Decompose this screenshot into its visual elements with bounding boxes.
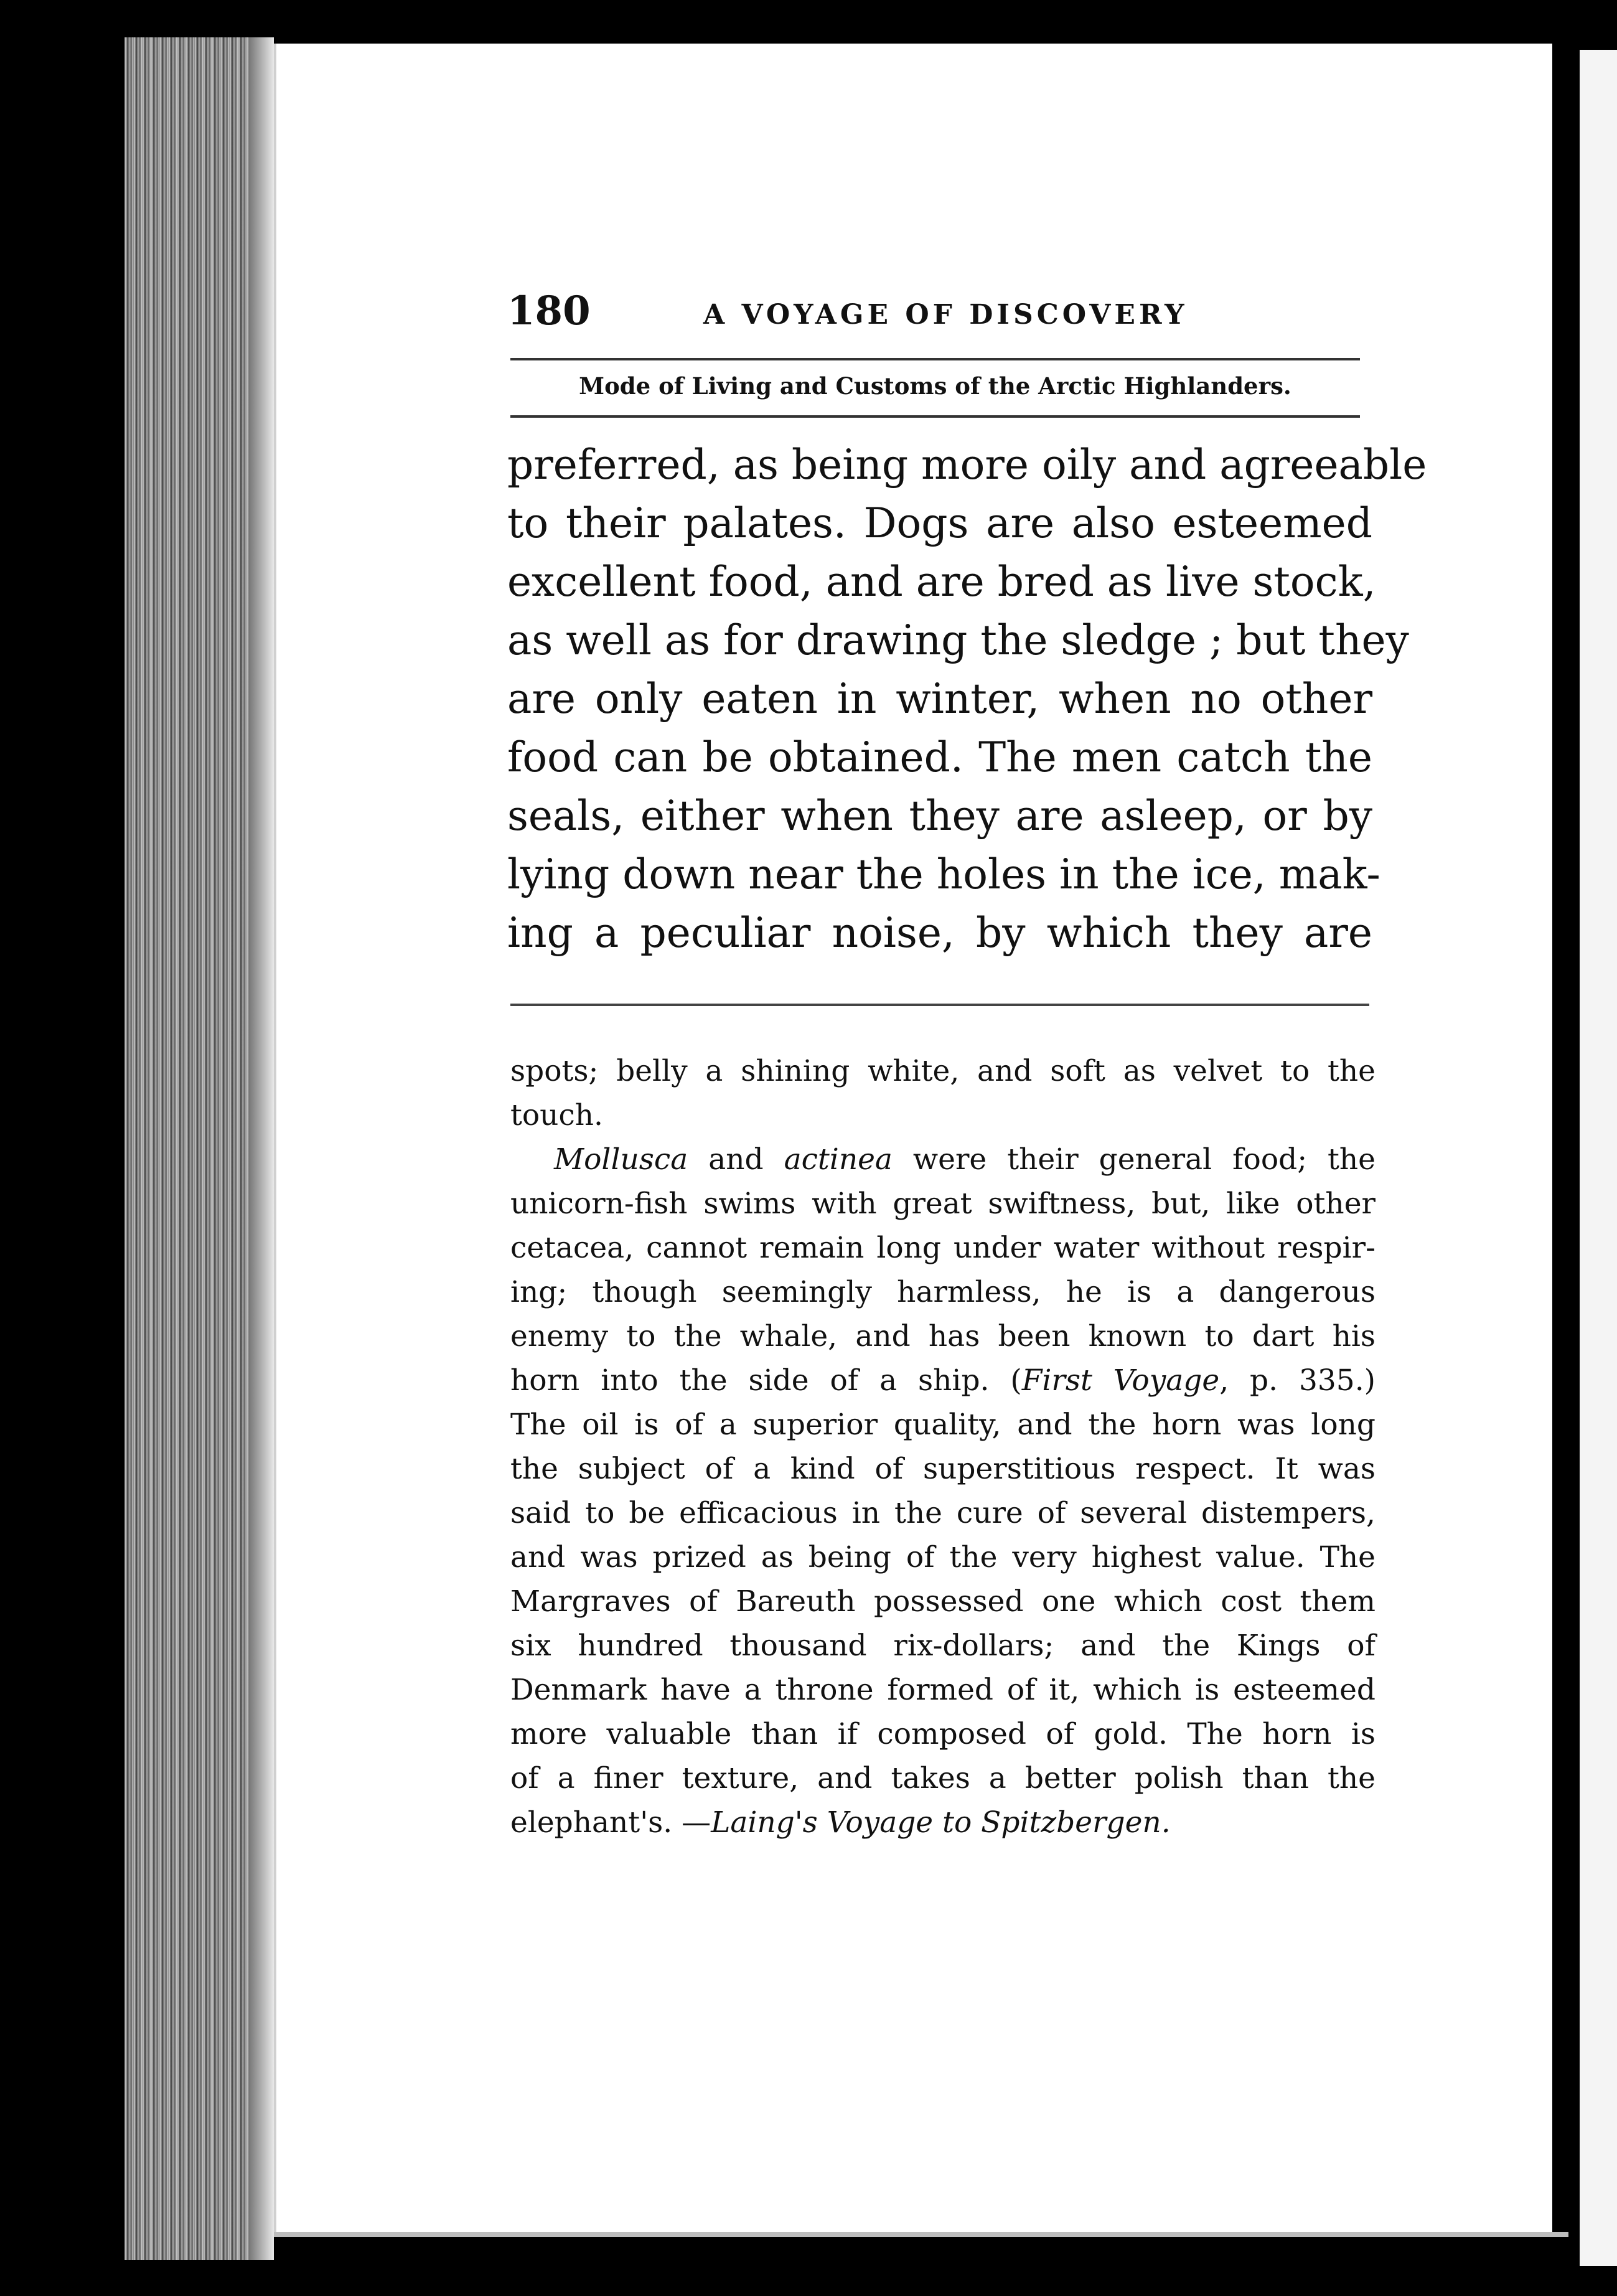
note-line: The oil is of a superior quality, and the horn was long (510, 1408, 1376, 1442)
italic-term: Mollusca (554, 1142, 688, 1177)
page-bottom-edge (274, 2232, 1568, 2237)
italic-term: actinea (784, 1142, 893, 1177)
body-line: food can be obtained. The men catch the (507, 733, 1372, 781)
note-line (510, 1800, 1376, 1845)
header-rule-bottom (510, 415, 1360, 418)
body-line: lying down near the holes in the ice, mak- (507, 850, 1380, 898)
note-line (510, 1358, 1376, 1403)
note-fragment: were their general food; the (892, 1142, 1376, 1177)
body-line: to their palates. Dogs are also esteemed (507, 499, 1372, 547)
note-line: of a finer texture, and takes a better polish than the (510, 1761, 1376, 1795)
note-line (510, 1137, 1376, 1182)
footnote-separator (510, 1004, 1369, 1006)
note-fragment: horn into the side of a ship. ( (510, 1363, 1022, 1398)
note-line: enemy to the whale, and has been known to dart his (510, 1319, 1376, 1353)
note-line: touch. (510, 1098, 603, 1132)
note-line: Denmark have a throne formed of it, which is esteemed (510, 1673, 1376, 1707)
header-rule-top (510, 358, 1360, 360)
note-line: ing; though seemingly harmless, he is a dangerous (510, 1275, 1376, 1309)
note-fragment: , p. 335.) (1219, 1363, 1376, 1398)
note-line: six hundred thousand rix-dollars; and the Kings of (510, 1629, 1376, 1663)
body-line: excellent food, and are bred as live stock, (507, 558, 1376, 606)
body-line: seals, either when they are asleep, or by (507, 792, 1372, 840)
note-line: Margraves of Bareuth possessed one which cost them (510, 1584, 1376, 1619)
note-line: spots; belly a shining white, and soft as velvet to the (510, 1054, 1376, 1088)
note-fragment: elephant's. — (510, 1805, 711, 1840)
running-head: A VOYAGE OF DISCOVERY (703, 299, 1188, 331)
main-body-text (507, 436, 1427, 962)
body-line: are only eaten in winter, when no other (507, 675, 1372, 723)
body-line: ing a peculiar noise, by which they are (507, 909, 1372, 957)
facing-page-strip (1568, 50, 1617, 2266)
note-line: said to be efficacious in the cure of several distempers, (510, 1496, 1376, 1530)
page-number: 180 (507, 288, 591, 334)
note-line: the subject of a kind of superstitious respect. It was (510, 1452, 1376, 1486)
note-line: more valuable than if composed of gold. The horn is (510, 1717, 1376, 1751)
note-fragment: and (688, 1142, 784, 1177)
footnote-text (510, 1049, 1376, 1845)
book-page-edges (124, 37, 274, 2260)
body-line: preferred, as being more oily and agreeable (507, 441, 1427, 489)
italic-citation: First Voyage (1021, 1363, 1220, 1398)
body-line: as well as for drawing the sledge ; but they (507, 616, 1409, 664)
note-line: and was prized as being of the very highest value. The (510, 1540, 1376, 1574)
italic-citation: Laing's Voyage to Spitzbergen. (711, 1805, 1171, 1840)
note-line: unicorn-fish swims with great swiftness, but, like other (510, 1187, 1376, 1221)
note-line: cetacea, cannot remain long under water without respir- (510, 1231, 1376, 1265)
section-subhead: Mode of Living and Customs of the Arctic Highlanders. (579, 372, 1291, 400)
